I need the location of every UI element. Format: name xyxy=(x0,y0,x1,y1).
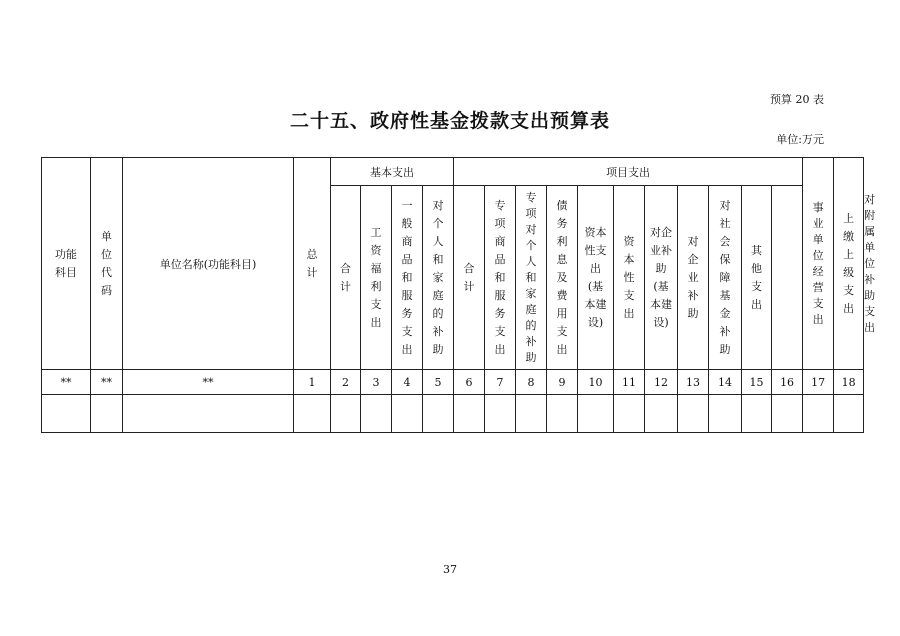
table-cell xyxy=(294,395,331,433)
table-number: 预算 20 表 xyxy=(770,93,824,106)
table-row xyxy=(42,395,864,433)
index-cell: 14 xyxy=(709,370,742,395)
page-title: 二十五、政府性基金拨款支出预算表 xyxy=(289,110,610,132)
table-cell xyxy=(803,395,834,433)
table-cell xyxy=(578,395,614,433)
index-cell: 2 xyxy=(331,370,361,395)
header-project-capital-build: 资本性支出(基本建设) xyxy=(578,186,614,370)
index-cell: 11 xyxy=(614,370,645,395)
index-cell: 12 xyxy=(645,370,678,395)
header-project-goods: 专项商品和服务支出 xyxy=(485,186,516,370)
unit-label: 单位:万元 xyxy=(776,133,824,146)
header-project-debt: 债务利息及费用支出 xyxy=(547,186,578,370)
index-cell: ** xyxy=(91,370,123,395)
table-cell xyxy=(645,395,678,433)
table-cell xyxy=(834,395,864,433)
table-cell xyxy=(331,395,361,433)
table-cell xyxy=(42,395,91,433)
table-cell xyxy=(678,395,709,433)
table-cell xyxy=(392,395,423,433)
header-project-group: 项目支出 xyxy=(454,158,803,186)
header-row-groups: 功能科目 单位代码 单位名称(功能科目) 总计 基本支出 项目支出 事业单位经营支出 上缴上级支出 对附属单位补助支出 xyxy=(42,158,864,186)
header-project-personal: 专项对个人和家庭的补助 xyxy=(516,186,547,370)
table-cell xyxy=(485,395,516,433)
index-cell: 16 xyxy=(772,370,803,395)
table-cell xyxy=(91,395,123,433)
table-cell xyxy=(516,395,547,433)
table-cell xyxy=(709,395,742,433)
index-cell: ** xyxy=(123,370,294,395)
table-cell xyxy=(547,395,578,433)
header-project-enterprise-build: 对企业补助(基本建设) xyxy=(645,186,678,370)
header-basic-salary: 工资福利支出 xyxy=(361,186,392,370)
table-cell xyxy=(772,395,803,433)
index-cell: 1 xyxy=(294,370,331,395)
header-basic-total: 合计 xyxy=(331,186,361,370)
index-cell: 7 xyxy=(485,370,516,395)
index-cell: 9 xyxy=(547,370,578,395)
index-row xyxy=(42,370,864,395)
index-cell: 5 xyxy=(423,370,454,395)
header-business-ops: 事业单位经营支出 xyxy=(803,158,834,370)
index-cell: 13 xyxy=(678,370,709,395)
table-cell xyxy=(742,395,772,433)
header-project-capital: 资本性支出 xyxy=(614,186,645,370)
header-project-other: 其他支出 xyxy=(742,186,772,370)
header-project-enterprise: 对企业补助 xyxy=(678,186,709,370)
table-cell xyxy=(614,395,645,433)
index-cell: 17 xyxy=(803,370,834,395)
header-basic-group: 基本支出 xyxy=(331,158,454,186)
header-func-subject: 功能科目 xyxy=(42,158,91,370)
header-project-total: 合计 xyxy=(454,186,485,370)
header-upper-payment: 上缴上级支出 xyxy=(834,158,864,370)
index-cell: 10 xyxy=(578,370,614,395)
table-cell xyxy=(423,395,454,433)
index-cell: 8 xyxy=(516,370,547,395)
index-cell: 18 xyxy=(834,370,864,395)
table-cell xyxy=(361,395,392,433)
header-project-social: 对社会保障基金补助 xyxy=(709,186,742,370)
header-unit-code: 单位代码 xyxy=(91,158,123,370)
index-cell: 3 xyxy=(361,370,392,395)
header-basic-goods: 一般商品和服务支出 xyxy=(392,186,423,370)
header-unit-name: 单位名称(功能科目) xyxy=(123,158,294,370)
index-cell: 15 xyxy=(742,370,772,395)
header-basic-personal: 对个人和家庭的补助 xyxy=(423,186,454,370)
header-total: 总计 xyxy=(294,158,331,370)
index-cell: ** xyxy=(42,370,91,395)
budget-table xyxy=(41,157,876,433)
index-cell: 4 xyxy=(392,370,423,395)
page-number: 37 xyxy=(443,563,457,576)
index-cell: 6 xyxy=(454,370,485,395)
table-cell xyxy=(454,395,485,433)
table-cell xyxy=(123,395,294,433)
